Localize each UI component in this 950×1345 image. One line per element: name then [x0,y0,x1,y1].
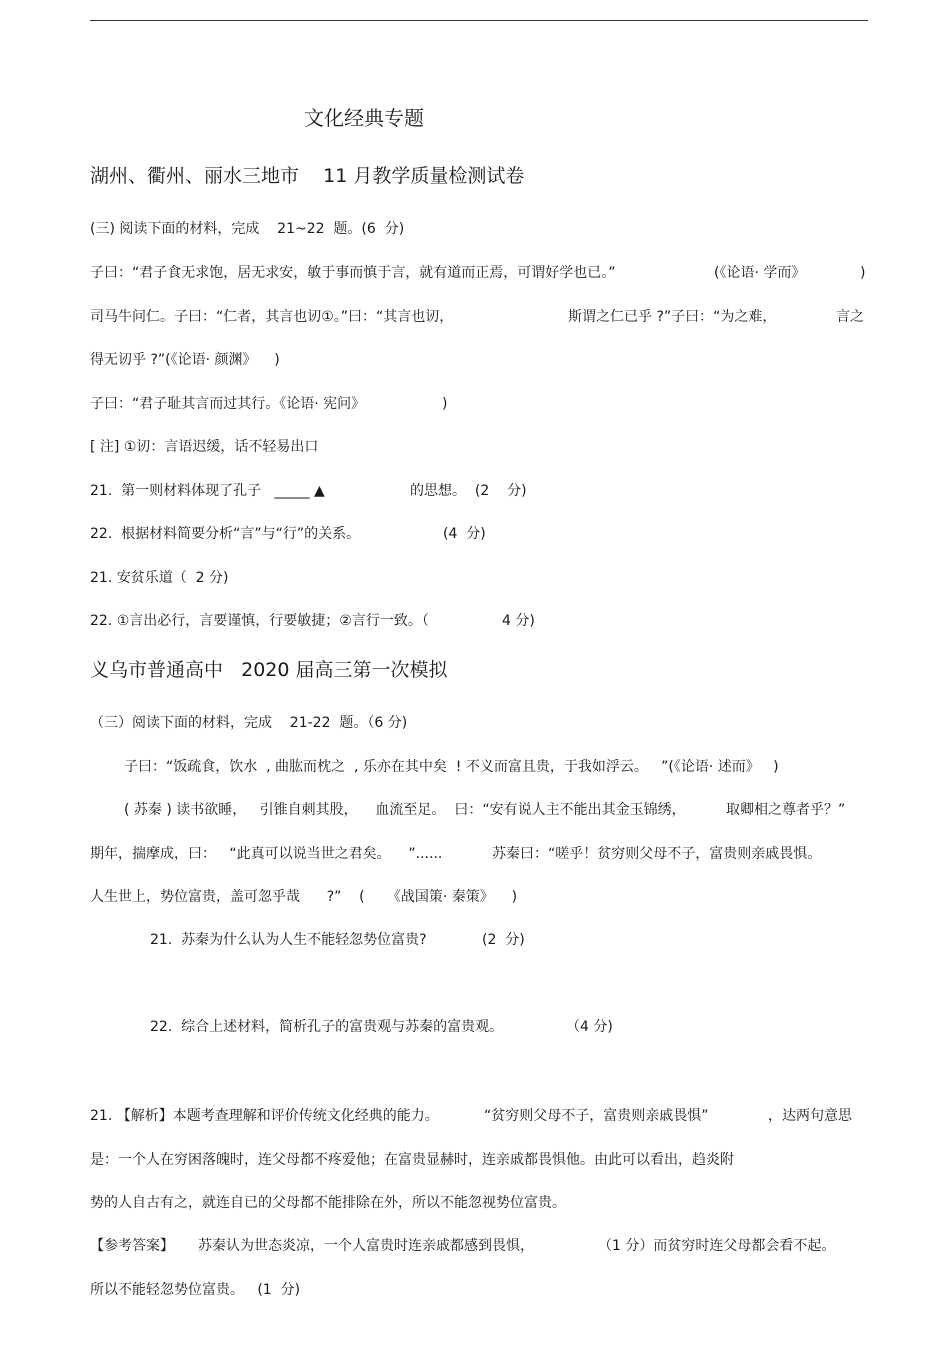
question-22-score: (4 分) [443,526,486,542]
analysis-line: ，达两句意思 [768,1108,852,1124]
reference-answer-label: 【参考答案】 [90,1238,174,1254]
reference-answer: 苏秦认为世态炎凉，一个人富贵时连亲戚都感到畏惧， [198,1238,534,1254]
reference-answer: （1 分）而贫穷时连父母都会看不起。 [598,1238,836,1254]
text-line: 子曰：“君子耻其言而过其行。《论语· 宪问》 [90,396,366,412]
top-rule [90,20,868,21]
note-line: [ 注] ①讱：言语迟缓，话不轻易出口 [90,439,319,455]
text-line: 司马牛问仁。子曰：“仁者，其言也讱①。”曰：“其言也讱， [90,309,454,325]
analysis-quote: “贫穷则父母不子，富贵则亲戚畏惧” [484,1108,709,1124]
question-21: 21. 第一则材料体现了孔子 _____ ▲ [90,483,325,499]
question-21-score: 的思想。 (2 分) [410,483,527,499]
text-line: 苏秦曰：“嗟乎！贫穷则父母不子，富贵则亲戚畏惧。 [492,846,822,862]
text-line: 人生世上，势位富贵，盖可忽乎哉 ?” ( 《战国策· 秦策》 ) [90,889,518,905]
question-22-score: （4 分) [566,1019,613,1035]
text-line: (《论语· 学而》 [714,265,806,281]
section-heading-1: 湖州、衢州、丽水三地市 11 月教学质量检测试卷 [90,165,525,187]
text-line: 期年，揣摩成，曰： “此真可以说当世之君矣。 ”...... [90,846,443,862]
text-line: 言之 [836,309,864,325]
question-22: 22. 根据材料简要分析“言”与“行”的关系。 [90,526,361,542]
question-21-score: (2 分) [482,932,525,948]
analysis-line: 势的人自古有之，就连自已的父母都不能排除在外，所以不能忽视势位富贵。 [90,1195,566,1211]
text-line: 斯谓之仁已乎 ?”子曰：“为之难， [568,309,777,325]
question-21: 21. 苏秦为什么认为人生不能轻忽势位富贵? [150,932,427,948]
answer-21: 21. 安贫乐道（ 2 分) [90,570,229,586]
analysis-line: 是：一个人在穷困落魄时，连父母都不疼爱他；在富贵显赫时，连亲戚都畏惧他。由此可以看出，趋炎附 [90,1152,734,1168]
text-line: 取卿相之尊者乎？” [726,802,846,818]
text-line: 子曰：“君子食无求饱，居无求安，敏于事而慎于言，就有道而正焉，可谓好学也已。” [90,265,616,281]
text-line: ( 苏秦 ) 读书欲睡， 引锥自刺其股， 血流至足。 曰：“安有说人主不能出其金玉锦绣， [124,802,686,818]
reference-answer: 所以不能轻忽势位富贵。 (1 分) [90,1282,301,1298]
text-line: 子曰：“饭疏食，饮水 , 曲肱而枕之 , 乐亦在其中矣 ! 不义而富且贵，于我如浮云。 ”(《论语· 述而》 ) [124,759,779,775]
analysis-line: 21. 【解析】本题考查理解和评价传统文化经典的能力。 [90,1108,439,1124]
answer-22-score: 4 分) [502,613,535,629]
section-heading-2: 义乌市普通高中 2020 届高三第一次模拟 [90,659,448,681]
question-22: 22. 综合上述材料，简析孔子的富贵观与苏秦的富贵观。 [150,1019,504,1035]
text-line: （三）阅读下面的材料，完成 21-22 题。（6 分) [90,715,408,731]
text-line: ) [860,265,866,281]
page-title: 文化经典专题 [304,106,424,130]
text-line: ) [442,396,448,412]
text-line: (三) 阅读下面的材料，完成 21~22 题。(6 分) [90,221,405,237]
text-line: 得无讱乎 ?”(《论语· 颜渊》 ) [90,352,280,368]
answer-22: 22. ①言出必行，言要谨慎，行要敏捷；②言行一致。（ [90,613,429,629]
